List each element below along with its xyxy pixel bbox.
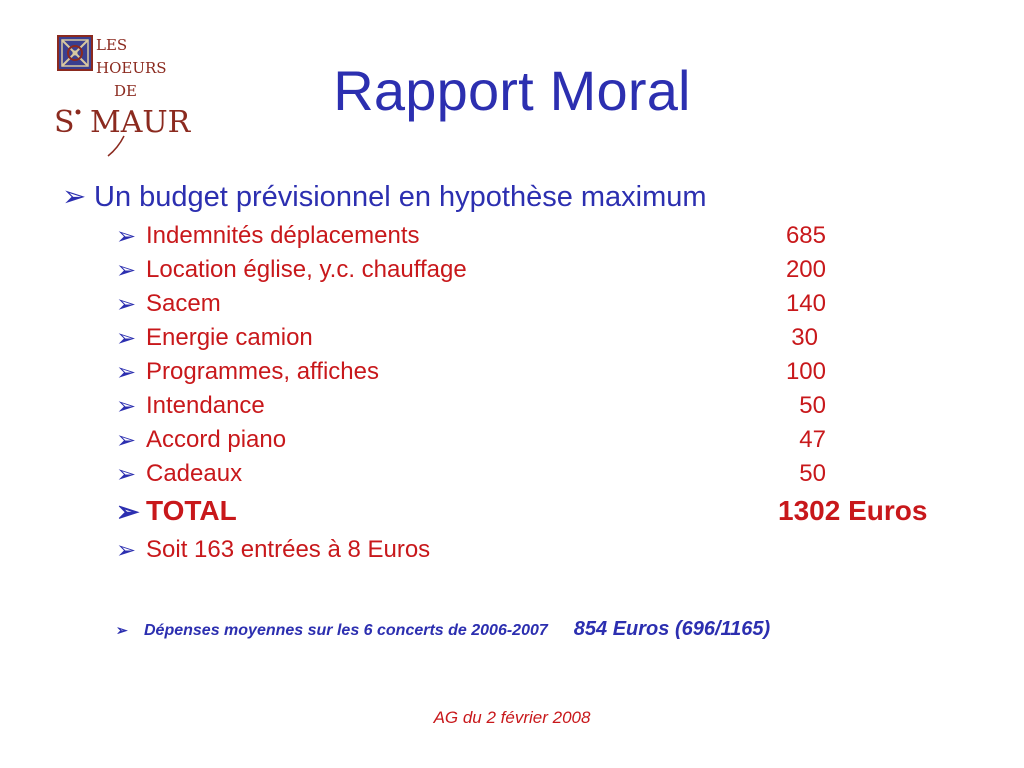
note-text: Dépenses moyennes sur les 6 concerts de 2006-2007 [144, 622, 548, 639]
logo-text-de: DE [114, 82, 137, 100]
logo-text-choeurs: HOEURS [96, 59, 167, 77]
arrow-bullet-icon: ➢ [62, 181, 87, 213]
budget-item-value: 50 [799, 392, 826, 419]
arrow-bullet-icon: ➢ [116, 461, 137, 488]
budget-item-value: 50 [799, 460, 826, 487]
arrow-bullet-icon: ➢ [116, 291, 137, 318]
budget-item-label: Accord piano [146, 426, 287, 453]
budget-item-value: 200 [785, 256, 826, 283]
main-bullet [62, 179, 707, 214]
budget-item-value: 100 [785, 358, 826, 385]
budget-item-label: Location église, y.c. chauffage [146, 256, 467, 283]
arrow-bullet-icon: ➢ [116, 325, 137, 352]
main-bullet-text: Un budget prévisionnel en hypothèse maximum [94, 181, 707, 213]
budget-item-value: 47 [799, 426, 826, 453]
logo-text-les: LES [96, 36, 128, 54]
arrow-bullet-icon: ➢ [116, 427, 137, 454]
average-expense-note [116, 618, 770, 641]
budget-total-label: TOTAL [146, 495, 237, 526]
budget-item-label: Cadeaux [146, 460, 243, 487]
budget-total-value: 1302 Euros [778, 495, 928, 526]
budget-item-value: 685 [785, 222, 826, 249]
arrow-bullet-icon: ➢ [116, 223, 137, 250]
budget-item-value: 30 [791, 324, 818, 351]
slide-title: Rapport Moral [333, 59, 691, 122]
budget-item-label: Sacem [146, 290, 221, 317]
budget-item-value: 140 [785, 290, 826, 317]
slide-footer: AG du 2 février 2008 [433, 708, 591, 727]
arrow-bullet-icon: ➢ [116, 537, 137, 564]
arrow-bullet-icon: ➢ [116, 393, 137, 420]
logo-text-s: S [54, 105, 75, 140]
arrow-bullet-icon: ➢ [116, 359, 137, 386]
arrow-bullet-icon: ➢ [116, 622, 128, 638]
per-ticket-text: Soit 163 entrées à 8 Euros [146, 536, 431, 563]
budget-item-label: Indemnités déplacements [146, 222, 420, 249]
arrow-bullet-icon: ➢ [116, 257, 137, 284]
logo-text-maur: MAUR [90, 105, 191, 140]
budget-item-label: Intendance [146, 392, 265, 419]
budget-item-label: Programmes, affiches [146, 358, 379, 385]
note-amount: 854 Euros (696/1165) [573, 618, 771, 640]
arrow-bullet-icon: ➢ [116, 496, 140, 527]
budget-item-label: Energie camion [146, 324, 313, 351]
